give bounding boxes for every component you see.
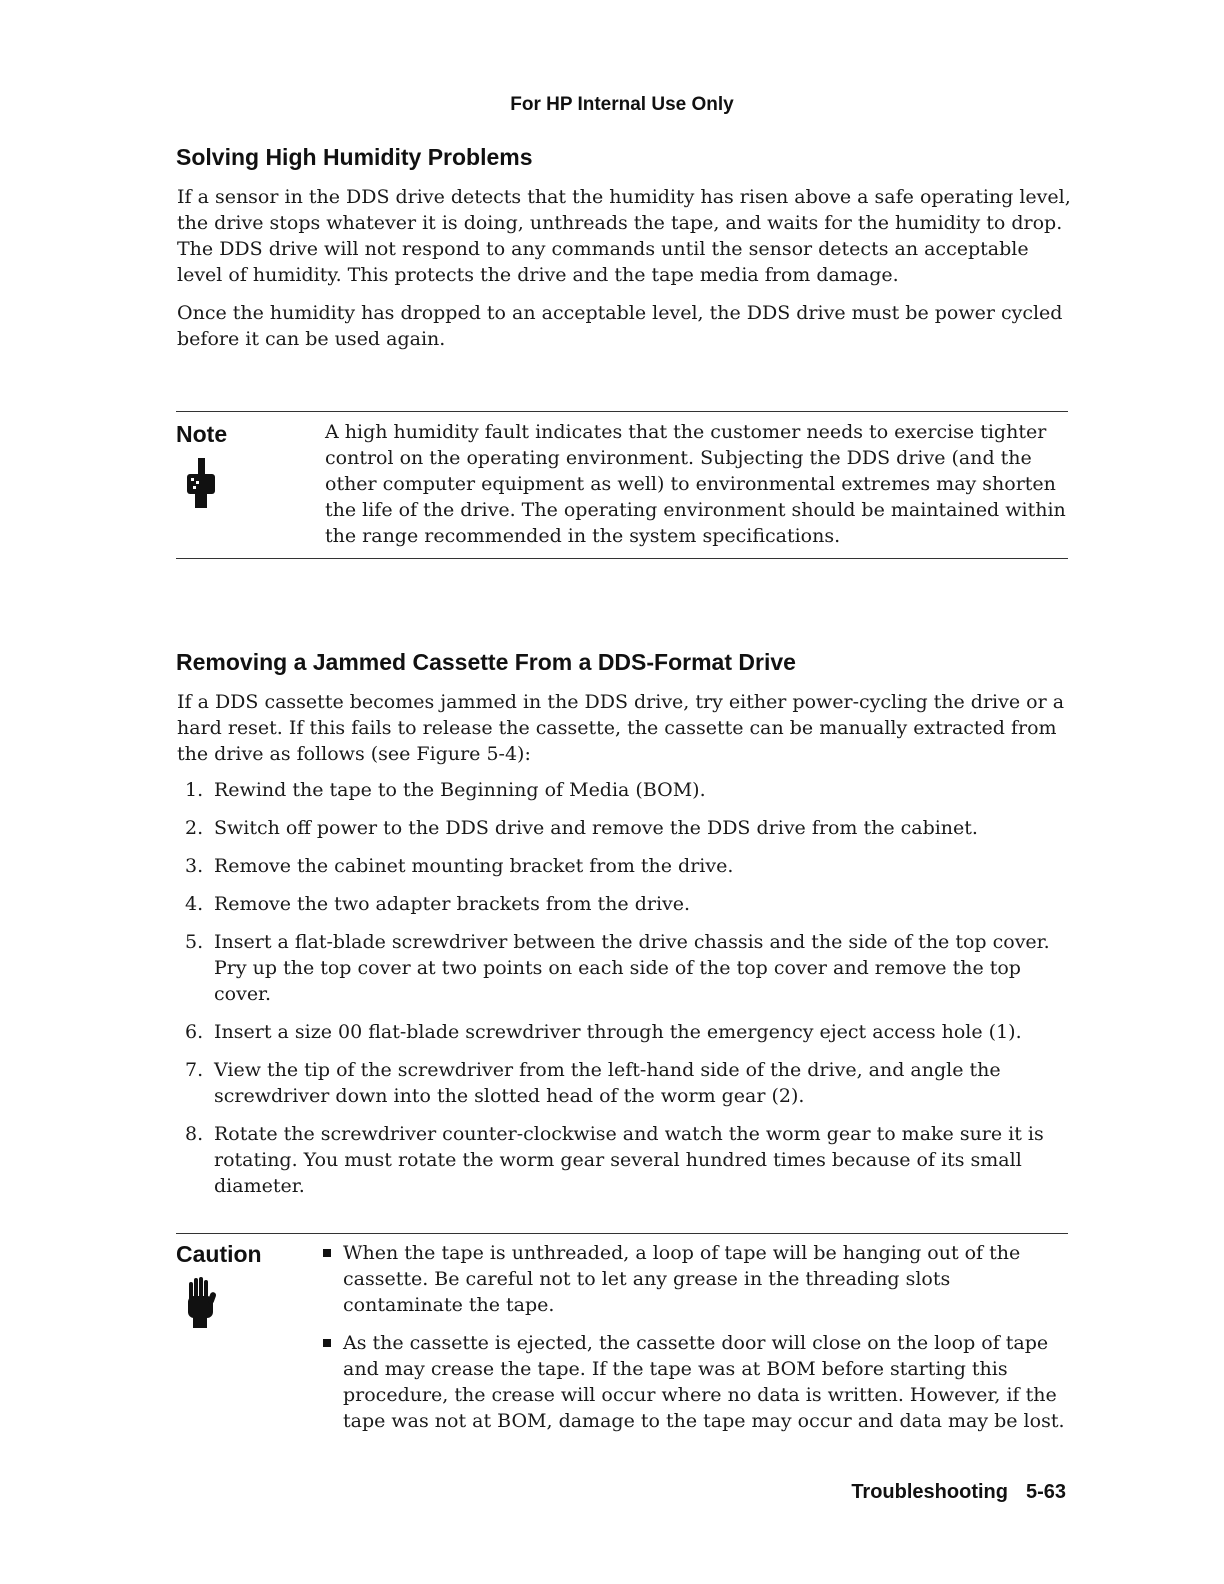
procedure-steps (177, 777, 1072, 1211)
footer-section-name: Troubleshooting (851, 1481, 1008, 1503)
step-text: Remove the cabinet mounting bracket from the drive. (214, 855, 734, 877)
list-item (177, 891, 1072, 917)
bullet-square-icon (323, 1339, 331, 1347)
list-item (177, 815, 1072, 841)
caution-bullets (320, 1240, 1072, 1446)
note-bottom-rule (176, 558, 1068, 559)
stop-hand-icon (184, 1276, 218, 1334)
caution-top-rule (176, 1233, 1068, 1234)
page-number: 5-63 (1025, 1481, 1066, 1503)
list-item (320, 1240, 1072, 1318)
list-item (177, 1121, 1072, 1199)
section-title-humidity: Solving High Humidity Problems (176, 144, 533, 170)
page-header: For HP Internal Use Only (510, 94, 734, 115)
step-number: 4. (185, 893, 204, 915)
list-item (177, 1057, 1072, 1109)
step-number: 5. (185, 931, 204, 953)
step-text: View the tip of the screwdriver from the left-hand side of the drive, and angle the screwdriver down into the slotted head of the worm gear (2). (214, 1059, 1001, 1107)
step-number: 3. (185, 855, 204, 877)
step-text: Switch off power to the DDS drive and remove the DDS drive from the cabinet. (214, 817, 978, 839)
step-text: Rotate the screwdriver counter-clockwise and watch the worm gear to make sure it is rotating. You must rotate the worm gear several hundred times because of its small diameter. (214, 1123, 1044, 1197)
pointing-hand-icon (184, 456, 218, 514)
step-number: 2. (185, 817, 204, 839)
caution-text: As the cassette is ejected, the cassette door will close on the loop of tape and may crease the tape. If the tape was at BOM before starting this procedure, the crease will occur where no data is written. However, if the tape was not at BOM, damage to the tape may occur and data may be lost. (343, 1332, 1065, 1432)
page-footer (851, 1481, 1066, 1504)
step-text: Insert a flat-blade screwdriver between the drive chassis and the side of the top cover. Pry up the top cover at two points on each side of the top cover and remove the top cover. (214, 931, 1050, 1005)
step-number: 1. (185, 779, 204, 801)
bullet-square-icon (323, 1249, 331, 1257)
paragraph: Once the humidity has dropped to an acceptable level, the DDS drive must be power cycled before it can be used again. (177, 302, 1063, 350)
note-label: Note (176, 421, 228, 447)
paragraph: If a sensor in the DDS drive detects that the humidity has risen above a safe operating level, the drive stops whatever it is doing, unthreads the tape, and waits for the humidity to drop. The DDS drive will not respond to any commands until the sensor detects an acceptable level of humidity. This protects the drive and the tape media from damage. (177, 186, 1071, 286)
list-item (177, 853, 1072, 879)
section-title-jammed-cassette: Removing a Jammed Cassette From a DDS-Format Drive (176, 649, 796, 675)
list-item (177, 1019, 1072, 1045)
step-text: Insert a size 00 flat-blade screwdriver through the emergency eject access hole (1). (214, 1021, 1022, 1043)
step-number: 6. (185, 1021, 204, 1043)
step-text: Remove the two adapter brackets from the drive. (214, 893, 691, 915)
list-item (320, 1330, 1072, 1434)
note-text: A high humidity fault indicates that the customer needs to exercise tighter control on the operating environment. Subjecting the DDS drive (and the other computer equipment as well) to environmental extremes may shorten the life of the drive. The operating environment should be maintained within the range recommended in the system specifications. (325, 421, 1066, 547)
step-text: Rewind the tape to the Beginning of Media (BOM). (214, 779, 706, 801)
list-item (177, 777, 1072, 803)
paragraph: If a DDS cassette becomes jammed in the DDS drive, try either power-cycling the drive or a hard reset. If this fails to release the cassette, the cassette can be manually extracted from the drive as follows (see Figure 5-4): (177, 691, 1065, 765)
note-top-rule (176, 411, 1068, 412)
caution-label: Caution (176, 1241, 262, 1267)
step-number: 7. (185, 1059, 204, 1081)
caution-text: When the tape is unthreaded, a loop of tape will be hanging out of the cassette. Be careful not to let any grease in the threading slots contaminate the tape. (343, 1242, 1021, 1316)
list-item (177, 929, 1072, 1007)
step-number: 8. (185, 1123, 204, 1145)
